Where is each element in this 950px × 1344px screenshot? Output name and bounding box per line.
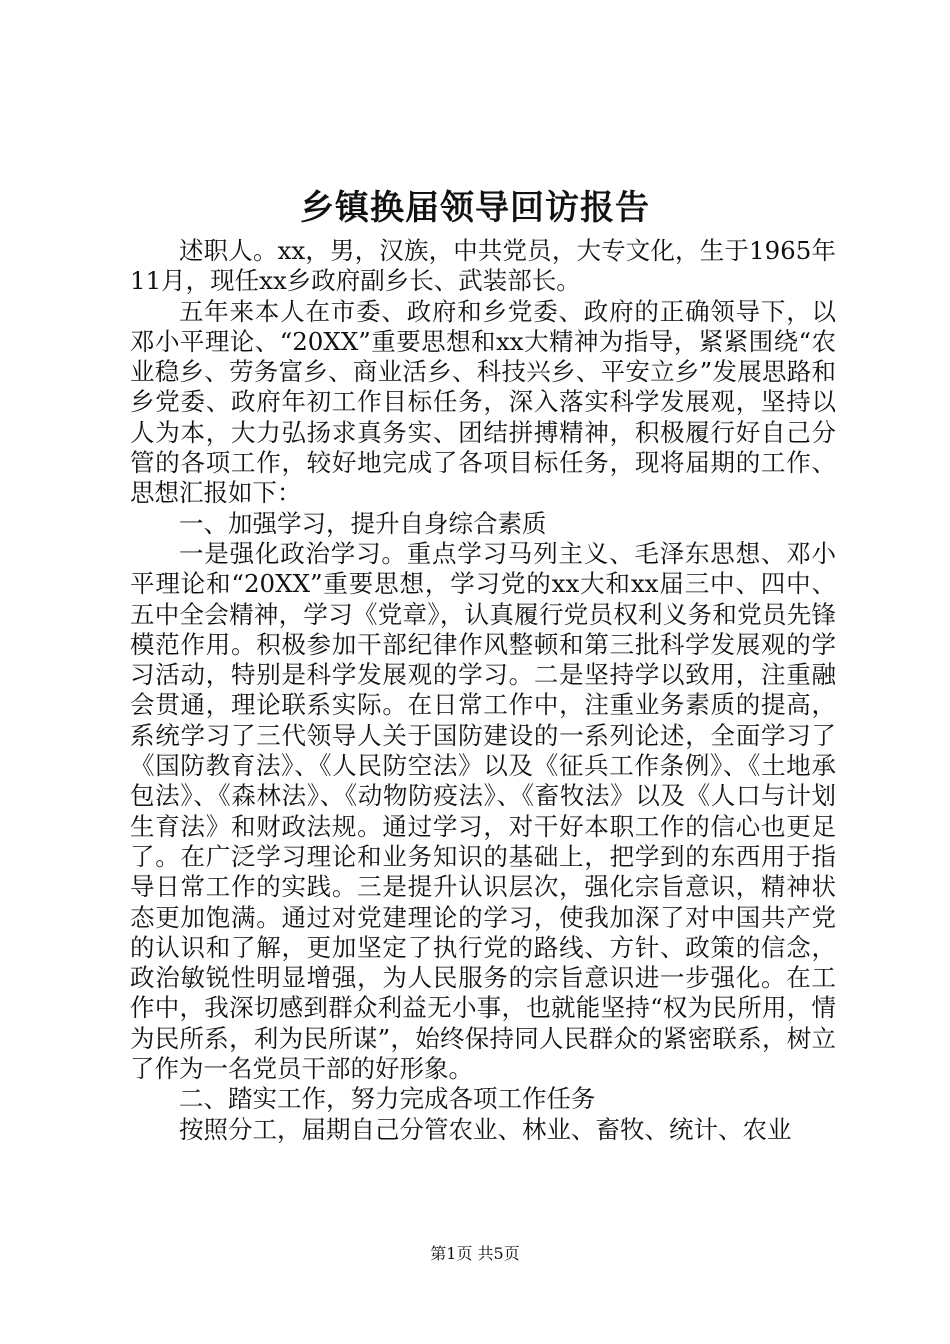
- section-heading-work: 二、踏实工作，努力完成各项工作任务: [179, 1084, 596, 1114]
- page-footer: 第1页 共5页: [430, 1244, 520, 1263]
- paragraph-study: 一是强化政治学习。重点学习马列主义、毛泽东思想、邓小平理论和“20XX”重要思想，学习党的xx大和xx届三中、四中、五中全会精神，学习《党章》，认真履行党员权利义务和党员先锋模范作用。积极参加干部纪律作风整顿和第三批科学发展观的学习活动，特别是科学发展观的学习。二是坚持学以致用，注重融会贯通，理论联系实际。在日常工作中，注重业务素质的提高，系统学习了三代领导人关于国防建设的一系列论述，全面学习了《国防教育法》、《人民防空法》以及《征兵工作条例》、《土地承包法》、《森林法》、《动物防疫法》、《畜牧法》以及《人口与计划生育法》和财政法规。通过学习，对干好本职工作的信心也更足了。在广泛学习理论和业务知识的基础上，把学到的东西用于指导日常工作的实践。三是提升认识层次，强化宗旨意识，精神状态更加饱满。通过对党建理论的学习，使我加深了对中国共产党的认识和了解，更加坚定了执行党的路线、方针、政策的信念，政治敏锐性明显增强，为人民服务的宗旨意识进一步强化。在工作中，我深切感到群众利益无小事，也就能坚持“权为民所用，情为民所系，利为民所谋”，始终保持同人民群众的紧密联系，树立了作为一名党员干部的好形象。: [130, 538, 836, 1084]
- section-heading-study: 一、加强学习，提升自身综合素质: [179, 508, 547, 538]
- paragraph-overview: 五年来本人在市委、政府和乡党委、政府的正确领导下，以邓小平理论、“20XX”重要思想和xx大精神为指导，紧紧围绕“农业稳乡、劳务富乡、商业活乡、科技兴乡、平安立乡”发展思路和乡党委、政府年初工作目标任务，深入落实科学发展观，坚持以人为本，大力弘扬求真务实、团结拼搏精神，积极履行好自己分管的各项工作，较好地完成了各项目标任务，现将届期的工作、思想汇报如下：: [130, 296, 836, 508]
- document-body: [130, 236, 836, 1145]
- paragraph-intro: 述职人。xx，男，汉族，中共党员，大专文化，生于1965年11月，现任xx乡政府副乡长、武装部长。: [130, 236, 836, 296]
- document-title: 乡镇换届领导回访报告: [300, 188, 650, 228]
- paragraph-work: 按照分工，届期自己分管农业、林业、畜牧、统计、农业: [179, 1114, 792, 1144]
